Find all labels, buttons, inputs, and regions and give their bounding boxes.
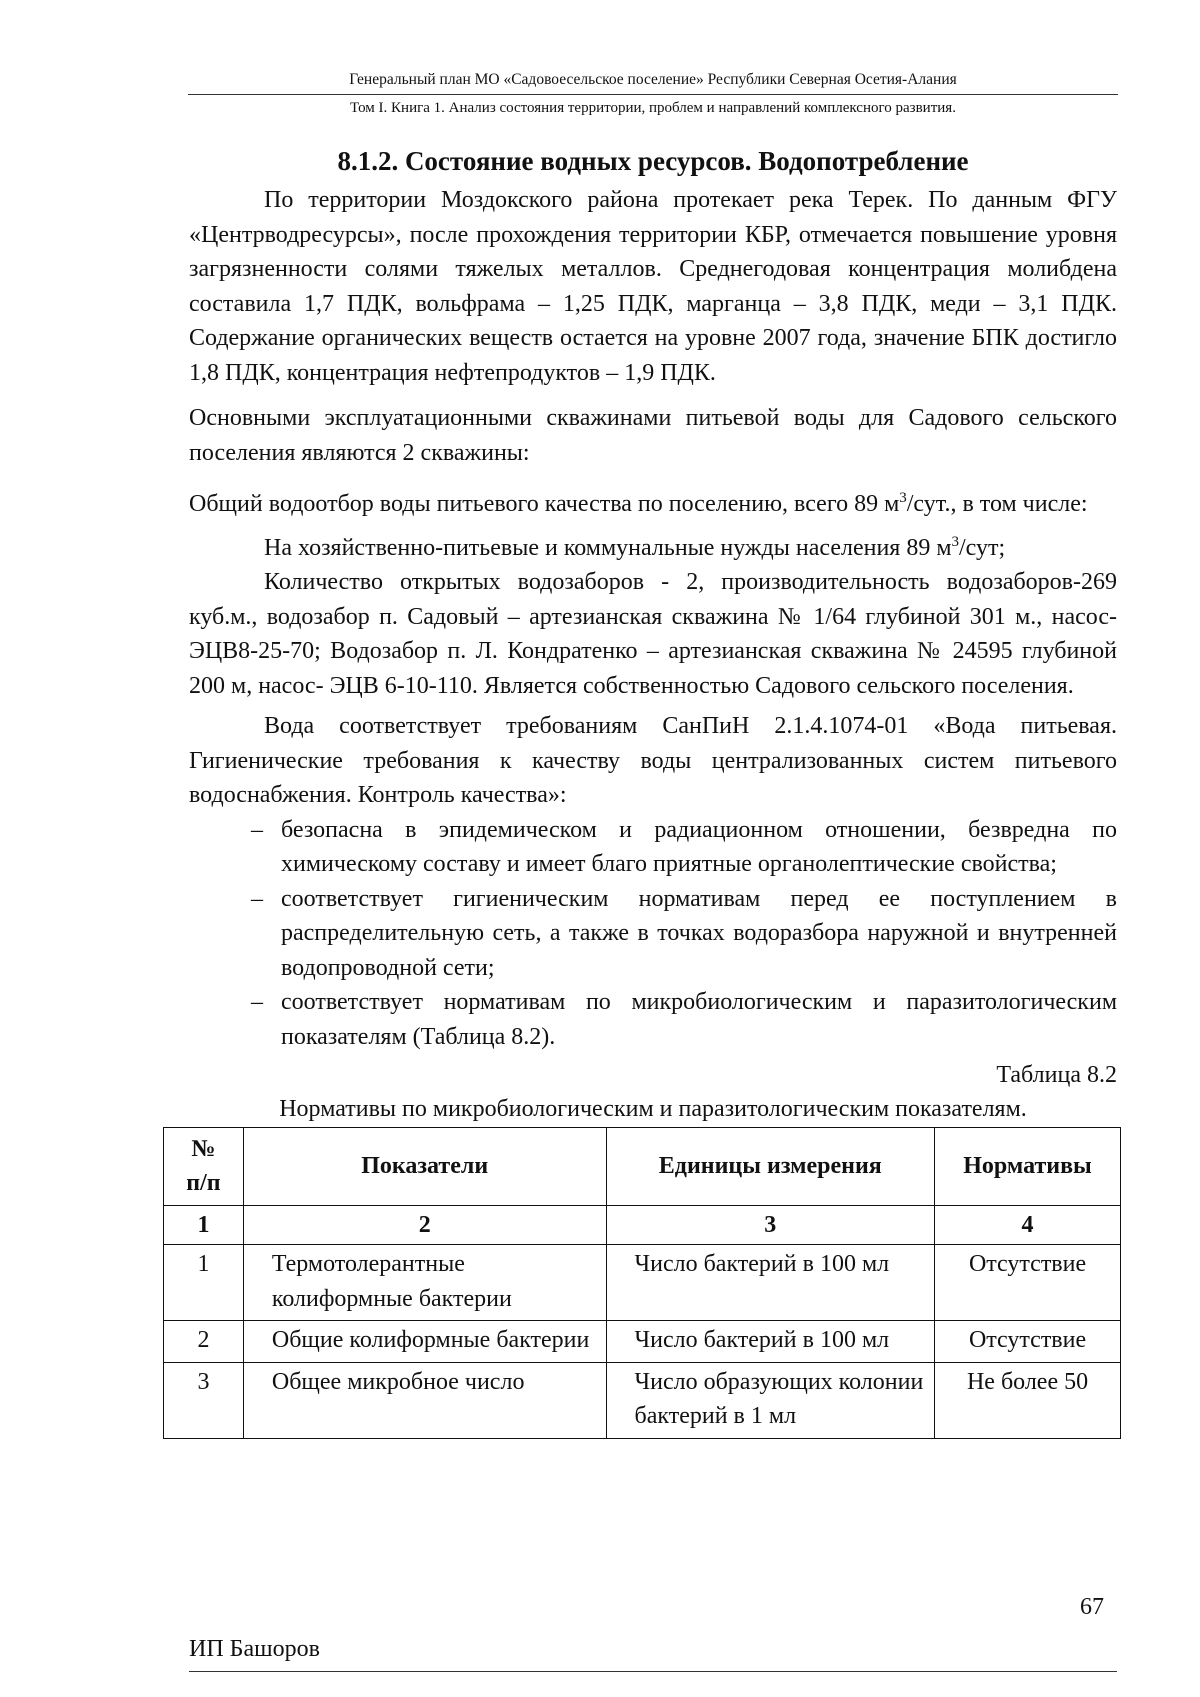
page-number: 67 <box>1080 1594 1104 1620</box>
col-number: 3 <box>606 1205 935 1245</box>
paragraph-terek-river: По территории Моздокского района протекает река Терек. По данным ФГУ «Центрводресурсы», после прохождения территории КБР, отмечается повышение уровня загрязненности солями тяжелых металлов. Среднегодовая концентрация молибдена составила 1,7 ПДК, вольфрама – 1,25 ПДК, марганца – 3,8 ПДК, меди – 3,1 ПДК. Содержание органических веществ остается на уровне 2007 года, значение БПК достигло 1,8 ПДК, концентрация нефтепродуктов – 1,9 ПДК. <box>189 187 1117 386</box>
footer-author: ИП Башоров <box>189 1636 320 1662</box>
cell-norm: Не более 50 <box>935 1362 1121 1438</box>
norms-table <box>163 1127 1121 1439</box>
cubic-superscript: 3 <box>899 490 907 506</box>
table-row <box>164 1245 1121 1321</box>
cell-indicator: Общее микробное число <box>243 1362 606 1438</box>
list-item <box>189 985 1117 1054</box>
cell-units: Число бактерий в 100 мл <box>606 1321 935 1363</box>
running-header-title: Генеральный план МО «Садовоесельское поселение» Республики Северная Осетия-Алания <box>349 71 957 88</box>
table-header-row <box>164 1127 1121 1205</box>
list-dash: – <box>251 885 263 912</box>
header-rule <box>188 94 1118 95</box>
list-item <box>189 813 1117 882</box>
list-item-text: соответствует нормативам по микробиологическим и паразитологическим показателям (Таблица 8.2). <box>281 989 1117 1050</box>
cell-indicator: Общие колиформные бактерии <box>243 1321 606 1363</box>
cell-indicator: Термотолерантные колиформные бактерии <box>243 1245 606 1321</box>
household-text: На хозяйственно-питьевые и коммунальные нужды населения 89 м <box>264 534 952 561</box>
running-header-subtitle: Том I. Книга 1. Анализ состояния территории, проблем и направлений комплексного развития. <box>350 100 956 116</box>
table-row <box>164 1362 1121 1438</box>
total-intake-text: Общий водоотбор воды питьевого качества по поселению, всего 89 м <box>189 491 900 517</box>
table-column-numbers-row <box>164 1205 1121 1245</box>
col-number: 1 <box>164 1205 244 1245</box>
table-row <box>164 1321 1121 1363</box>
header-indicator: Показатели <box>243 1127 606 1205</box>
total-intake-unit: /сут., в том числе: <box>906 491 1088 517</box>
col-number: 2 <box>243 1205 606 1245</box>
footer-rule <box>189 1671 1117 1672</box>
list-dash: – <box>251 816 263 843</box>
table-title: Нормативы по микробиологическим и паразитологическим показателям. <box>279 1095 1027 1122</box>
col-number: 4 <box>935 1205 1121 1245</box>
paragraph-water-intakes: Количество открытых водозаборов - 2, производительность водозаборов-269 куб.м., водозабор п. Садовый – артезианская скважина № 1/64 глубиной 301 м., насос- ЭЦВ8-25-70; Водозабор п. Л. Кондратенко – артезианская скважина № 24595 глубиной 200 м, насос- ЭЦВ 6-10-110. Является собственностью Садового сельского поселения. <box>189 569 1117 699</box>
header-num: № п/п <box>164 1127 244 1205</box>
cubic-superscript: 3 <box>951 533 960 550</box>
paragraph-wells: Основными эксплуатационными скважинами питьевой воды для Садового сельского поселения являются 2 скважины: <box>189 405 1117 466</box>
section-title: 8.1.2. Состояние водных ресурсов. Водопотребление <box>337 146 969 176</box>
cell-norm: Отсутствие <box>935 1245 1121 1321</box>
paragraph-household-needs <box>189 525 1117 566</box>
household-unit: /сут; <box>959 534 1006 561</box>
paragraph-total-water-intake <box>189 481 1117 522</box>
cell-num: 1 <box>164 1245 244 1321</box>
cell-num: 2 <box>164 1321 244 1363</box>
cell-norm: Отсутствие <box>935 1321 1121 1363</box>
list-item-text: соответствует гигиеническим нормативам перед ее поступлением в распределительную сеть, а также в точках водоразбора наружной и внутренней водопроводной сети; <box>281 885 1117 981</box>
table-caption: Таблица 8.2 <box>996 1062 1117 1088</box>
header-norms: Нормативы <box>935 1127 1121 1205</box>
cell-units: Число бактерий в 100 мл <box>606 1245 935 1321</box>
document-body <box>186 183 1117 1439</box>
list-item-text: безопасна в эпидемическом и радиационном отношении, безвредна по химическому составу и имеет благо приятные органолептические свойства; <box>281 816 1117 877</box>
paragraph-sanpin: Вода соответствует требованиям СанПиН 2.1.4.1074-01 «Вода питьевая. Гигиенические требования к качеству воды централизованных систем питьевого водоснабжения. Контроль качества»: <box>189 713 1117 808</box>
cell-num: 3 <box>164 1362 244 1438</box>
header-units: Единицы измерения <box>606 1127 935 1205</box>
cell-units: Число образующих колонии бактерий в 1 мл <box>606 1362 935 1438</box>
list-dash: – <box>251 989 263 1015</box>
list-item <box>189 882 1117 986</box>
